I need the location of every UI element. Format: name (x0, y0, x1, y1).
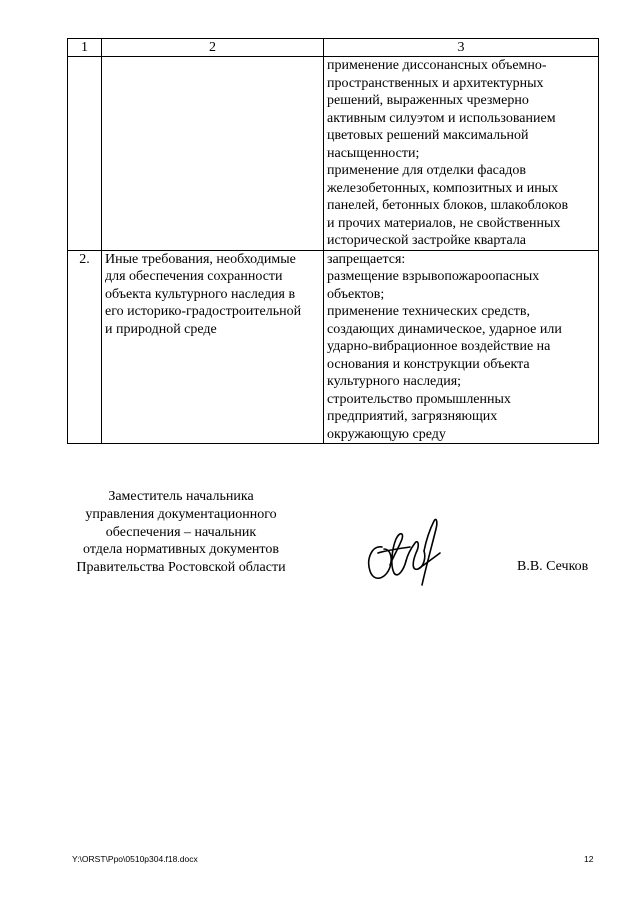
details-line: и прочих материалов, не свойственных (327, 215, 561, 231)
details-line: предприятий, загрязняющих (327, 409, 498, 424)
handwritten-signature (360, 509, 446, 591)
details-line: объектов; (327, 286, 385, 302)
position-line: Заместитель начальника (108, 489, 254, 504)
signatory-name: В.В. Сечков (517, 559, 589, 574)
row-number (68, 57, 102, 251)
details-line: исторической застройке квартала (327, 233, 527, 248)
table-row (68, 57, 599, 251)
requirements-table (67, 38, 599, 444)
table-header-row (68, 39, 599, 57)
requirement-line: его историко-градостроительной (105, 304, 302, 319)
details-line: активным силуэтом и использованием (327, 110, 556, 126)
details-line: создающих динамическое, ударное или (327, 321, 562, 337)
position-line: управления документационного (85, 506, 277, 522)
details-line: насыщенности; (327, 145, 420, 161)
details-line: применение диссонансных объемно- (327, 58, 547, 73)
row-number: 2. (68, 250, 102, 444)
details-cell (324, 57, 599, 251)
details-line: панелей, бетонных блоков, шлакоблоков (327, 198, 569, 213)
details-line: цветовых решений максимальной (327, 128, 529, 143)
position-line: Правительства Ростовской области (76, 560, 286, 576)
details-line: основания и конструкции объекта (327, 356, 530, 372)
details-line: ударно-вибрационное воздействие на (327, 339, 551, 354)
details-line: окружающую среду (327, 426, 446, 442)
column-header-2: 2 (102, 39, 324, 57)
table-row (68, 250, 599, 444)
details-line: железобетонных, композитных и иных (327, 180, 559, 196)
column-header-1: 1 (68, 39, 102, 57)
details-line: размещение взрывопожароопасных (327, 269, 540, 284)
signatory-position (60, 488, 302, 577)
requirement-line: объекта культурного наследия в (105, 286, 296, 302)
details-line: культурного наследия; (327, 374, 462, 389)
column-header-3: 3 (324, 39, 599, 57)
requirement-cell (102, 57, 324, 251)
requirement-line: Иные требования, необходимые (105, 251, 296, 267)
details-line: решений, выраженных чрезмерно (327, 93, 529, 108)
details-line: запрещается: (327, 251, 406, 267)
page-number: 12 (584, 854, 594, 864)
details-line: применение технических средств, (327, 304, 531, 319)
requirement-line: и природной среде (105, 321, 217, 337)
requirement-cell (102, 250, 324, 444)
details-line: пространственных и архитектурных (327, 75, 544, 91)
position-line: обеспечения – начальник (105, 524, 257, 540)
details-line: применение для отделки фасадов (327, 163, 526, 178)
details-cell (324, 250, 599, 444)
details-line: строительство промышленных (327, 391, 511, 407)
position-line: отдела нормативных документов (83, 542, 279, 558)
footer-file-path: Y:\ORST\Ppo\0510p304.f18.docx (72, 854, 198, 864)
requirement-line: для обеспечения сохранности (105, 269, 283, 284)
